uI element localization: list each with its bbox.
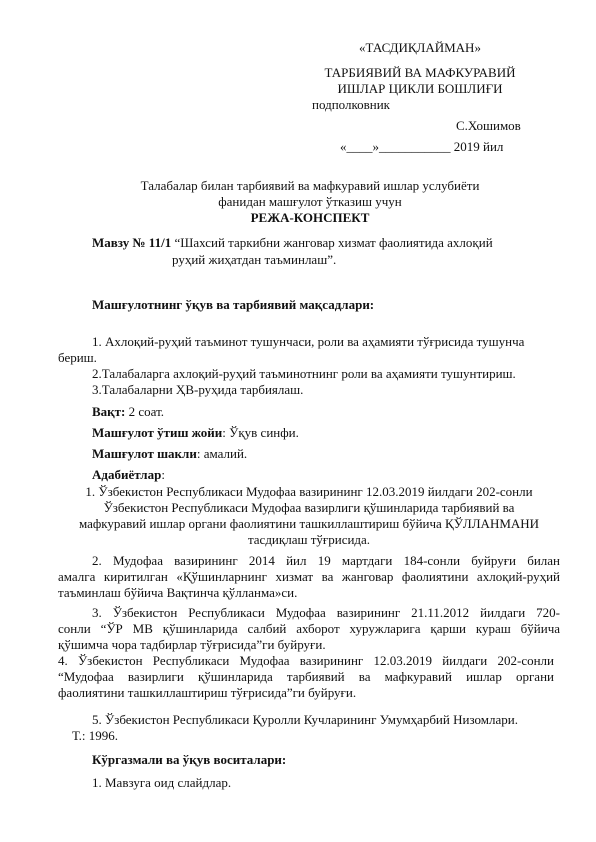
form-label: Машғулот шакли [92,446,197,461]
literature-item-3-line-3: қўшимча чора тадбирлар тўғрисида”ги буйруғи. [58,637,326,652]
place-line [92,425,299,441]
literature-item-1-line-3: мафкуравий ишлар органи фаолиятини ташкиллаштириш бўйича ҚЎЛЛАНМАНИ [78,516,540,531]
goals-item-1-line-2: бериш. [58,350,97,365]
literature-item-3-line-2: сонли “ЎР МВ қўшинларида салбий ахборот хуружларига қарши кураш бўйича [58,621,560,636]
literature-item-4-line-2: “Мудофаа вазирлиги қўшинларида тарбиявий ва мафкуравий ишлар органи [58,669,554,684]
literature-item-1-line-4: тасдиқлаш тўғрисида. [247,532,371,547]
approval-stamp: «ТАСДИҚЛАЙМАН» [359,40,481,55]
goals-item-1-line-1: 1. Ахлоқий-руҳий таъминот тушунчаси, роли ва аҳамияти тўғрисида тушунча [92,334,525,349]
literature-item-5-line-1: 5. Ўзбекистон Республикаси Қуролли Кучларининг Умумҳарбий Низомлари. [92,712,518,727]
approver-name: С.Хошимов [456,118,521,133]
literature-heading: Адабиётлар [92,467,162,482]
literature-item-4-line-1: 4. Ўзбекистон Республикаси Мудофаа вазирининг 12.03.2019 йилдаги 202-сонли [58,653,554,668]
topic-line-2: руҳий жиҳатдан таъминлаш”. [172,252,337,267]
approver-position-line-2: ИШЛАР ЦИКЛИ БОШЛИҒИ [337,81,503,96]
approver-position-line-1: ТАРБИЯВИЙ ВА МАФКУРАВИЙ [324,65,516,80]
literature-item-1-line-2: Ўзбекистон Республикаси Мудофаа вазирлиги қўшинларида тарбиявий ва [103,500,515,515]
literature-item-3-line-1: 3. Ўзбекистон Республикаси Мудофаа вазирининг 21.11.2012 йилдаги 720- [92,605,560,620]
place-value: : Ўқув синфи. [222,425,299,440]
literature-heading-line [92,467,165,483]
place-label: Машғулот ўтиш жойи [92,425,223,440]
approval-date: «____»___________ 2019 йил [340,139,504,154]
topic-label: Мавзу № 11/1 [92,235,172,250]
topic-text-1: “Шахсий таркибни жанговар хизмат фаолиятида ахлоқий [171,235,493,250]
topic-line-1 [92,235,493,251]
literature-item-2-line-2: амалга киритилган «Қўшинларнинг хизмат ва жанговар фаолиятини ахлоқий-руҳий [58,569,560,584]
document-title: РЕЖА-КОНСПЕКТ [250,210,370,225]
time-value: 2 соат. [125,404,165,419]
materials-heading: Кўргазмали ва ўқув воситалари: [92,752,287,767]
literature-item-5-line-2: Т.: 1996. [72,728,119,743]
heading-line-1: Талабалар билан тарбиявий ва мафкуравий ишлар услубиёти [140,178,480,193]
materials-item-1: 1. Мавзуга оид слайдлар. [92,775,232,790]
literature-item-2-line-3: таъминлаш бўйича Вақтинча қўлланма»си. [58,585,298,600]
goals-heading: Машғулотнинг ўқув ва тарбиявий мақсадлари: [92,297,375,312]
literature-item-2-line-1: 2. Мудофаа вазирининг 2014 йил 19 мартдаги 184-сонли буйруғи билан [92,553,560,568]
goals-item-2: 2.Талабаларга ахлоқий-руҳий таъминотнинг роли ва аҳамияти тушунтириш. [92,366,516,381]
literature-item-1-line-1: 1. Ўзбекистон Республикаси Мудофаа вазирининг 12.03.2019 йилдаги 202-сонли [85,484,533,499]
form-value: : амалий. [196,446,248,461]
time-line [92,404,164,420]
form-line [92,446,247,462]
goals-item-3: 3.Талабаларни ҲВ-руҳида тарбиялаш. [92,382,304,397]
literature-heading-colon: : [161,467,165,482]
approver-rank: подполковник [312,97,390,112]
literature-item-4-line-3: фаолиятини ташкиллаштириш тўғрисида”ги буйруғи. [58,685,357,700]
heading-line-2: фанидан машғулот ўтказиш учун [218,194,402,209]
time-label: Вақт: [92,404,126,419]
